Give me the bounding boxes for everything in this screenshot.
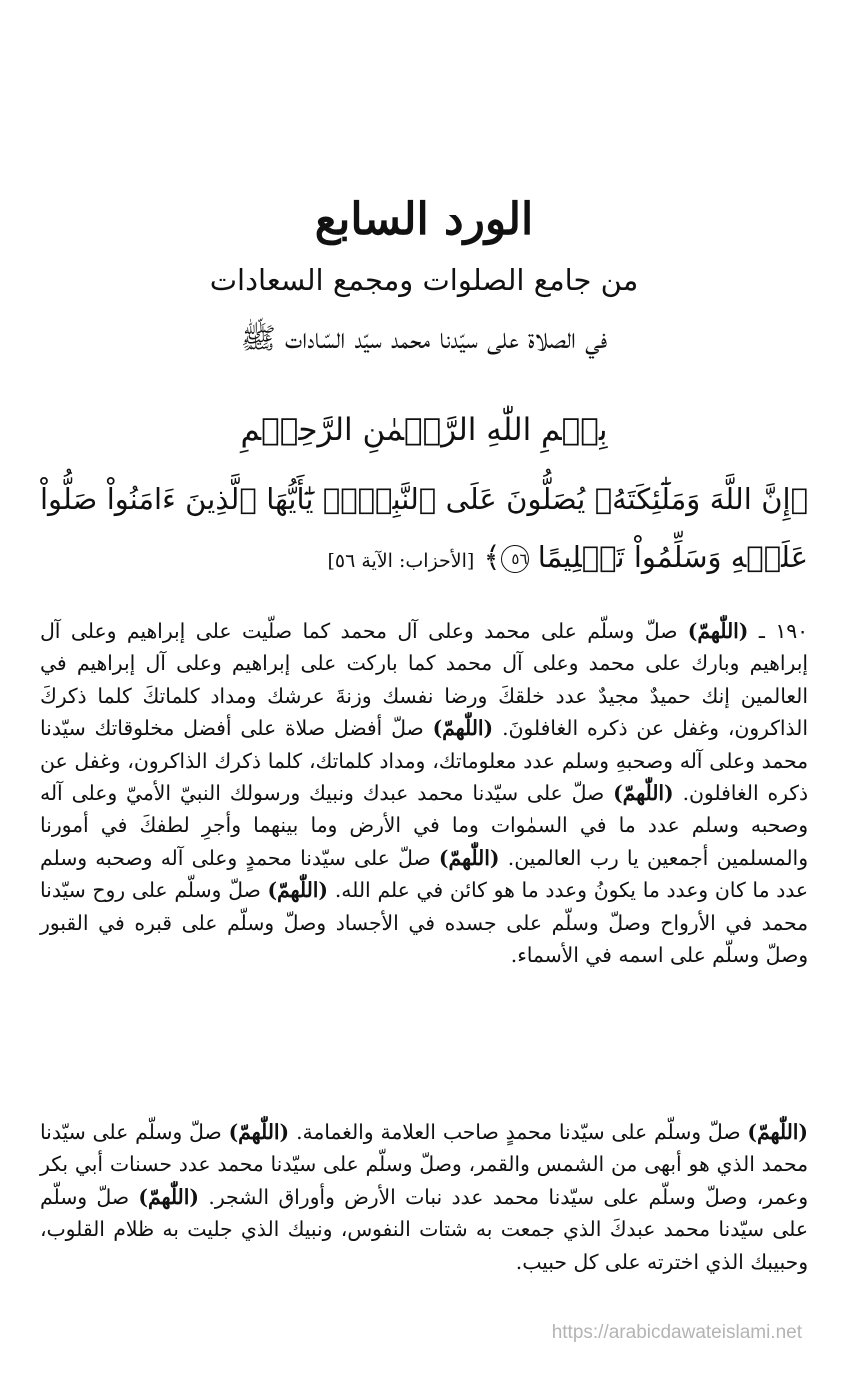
- allahumma-label: (اللّٰهمّ): [138, 1184, 199, 1209]
- verse-text: ﴿إِنَّ اللَّهَ وَمَلَٰٓئِكَتَهُۥ يُصَلُّونَ عَلَى ٱلنَّبِيِّۚ يَٰٓأَيُّهَا ٱلَّذِينَ ءَامَنُواْ صَلُّواْ عَلَيۡهِ وَسَلِّمُواْ تَسۡلِيمًا: [40, 482, 808, 574]
- entry-number: ١٩٠ ـ: [758, 619, 808, 643]
- paragraph-text: صلّ وسلّم على سيّدنا محمدٍ صاحب العلامة والغمامة.: [296, 1120, 741, 1144]
- chapter-subtitle-line1: من جامع الصلوات ومجمع السعادات: [209, 263, 639, 297]
- verse-reference: [الأحزاب: الآية ٥٦]: [327, 550, 475, 572]
- allahumma-label: (اللّٰهمّ): [747, 1120, 808, 1144]
- paragraph-second: [40, 1116, 808, 1278]
- quran-verse: [40, 470, 808, 590]
- watermark-url: https://arabicdawateislami.net: [551, 1322, 802, 1343]
- paragraph-text: صلّ وسلّم على سيّدنا محمد عبدكَ الذي جمعت به شتات النفوس، ونبيك الذي جليت به ظلام القلوب، وحبيبك الذي اخترته على كل حبيب.: [40, 1184, 808, 1274]
- allahumma-label: (اللّٰهمّ): [432, 716, 494, 741]
- paragraph-text: صلّ وسلّم على سيّدنا محمد الذي هو أبهى من الشمس والقمر، وصلّ وسلّم على سيّدنا محمد عدد حسنات أبي بكر وعمر، وصلّ وسلّم على سيّدنا محمد عدد نبات الأرض وأوراق الشجر.: [40, 1120, 809, 1209]
- paragraph-text: صلّ على سيّدنا محمدٍ وعلى آله وصحبه وسلم عدد ما كان وعدد ما يكونُ وعدد ما هو كائن في علم الله.: [40, 845, 808, 903]
- allahumma-label: (اللّٰهمّ): [438, 845, 500, 870]
- paragraph-text: صلّ أفضل صلاة على أفضل مخلوقاتك سيّدنا محمد وعلى آله وصحبهِ وسلم عدد معلوماتك، ومداد كلماتك، كلما ذكرك الذاكرون، وغفل عن ذكره الغافلون.: [40, 716, 808, 806]
- document-page: [40, 0, 808, 1376]
- allahumma-label: (اللّٰهمّ): [613, 781, 674, 806]
- chapter-subtitle-line2: في الصلاة على سيّدنا محمد سيّد السّادات ﷺ: [240, 321, 608, 355]
- chapter-title: الورد السابع: [314, 194, 534, 245]
- allahumma-label: (اللّٰهمّ): [228, 1120, 290, 1144]
- paragraph-190: [40, 615, 808, 971]
- allahumma-label: (اللّٰهمّ): [267, 878, 329, 903]
- verse-close-bracket: ﴾: [483, 540, 501, 574]
- paragraph-text: صلّ على سيّدنا محمد عبدك ونبيك ورسولك النبيّ الأميّ وعلى آله وصحبه وسلم عدد ما في السمٰوات وما في الأرض وما بينهما وأجرِ لطفكَ في أمورنا والمسلمين أجمعين يا رب العالمين.: [40, 781, 808, 870]
- allahumma-label: (اللّٰهمّ): [687, 619, 749, 643]
- basmala: بِسۡمِ اللّٰهِ الرَّحۡمٰنِ الرَّحِيۡمِ: [240, 412, 608, 448]
- paragraph-text: صلّ وسلّم على روح سيّدنا محمد في الأرواح وصلّ وسلّم على جسده في الأجساد وصلّ وسلّم على قبره في القبور وصلّ وسلّم على اسمه في الأسماء.: [40, 878, 808, 968]
- paragraph-text: صلّ وسلّم على محمد وعلى آل محمد كما صلّيت على إبراهيم وعلى آل إبراهيم وبارك على محمد وعلى آل محمد كما باركت على إبراهيم وعلى آل إبراهيم في العالمين إنك حميدٌ مجيدٌ عدد خلقكَ ورضا نفسك وزنةَ عرشك ومداد كلماتكَ كلما ذكركَ الذاكرون، وغفل عن ذكره الغافلونَ.: [40, 619, 808, 741]
- verse-number-marker: ٥٦: [501, 545, 529, 573]
